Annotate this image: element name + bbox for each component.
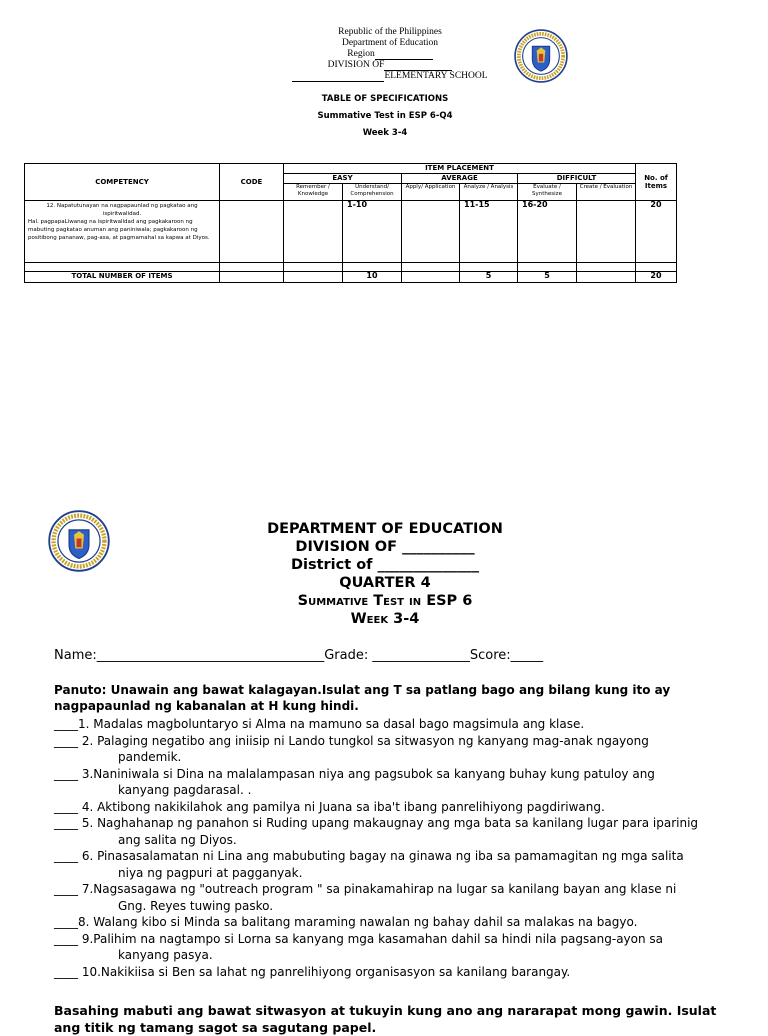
region-line: Region [280,49,500,60]
list-item: ____ 2. Palaging negatibo ang iniisip ni Lando tungkol sa sitwasyon ng kanyang mag-anak ngayong pandemik. [54,733,649,764]
toc-subtitle: Summative Test in ESP 6-Q4 [317,111,453,121]
list-item: ____ 6. Pinasasalamatan ni Lina ang mabubuting bagay na ginawa ng iba sa pamamagitan ng mga salita niya ng pagpuri at pagganyak. [54,849,684,880]
level-remember: Remember / Knowledge [284,184,343,201]
competency-header: COMPETENCY [25,164,220,201]
page1-header [280,27,500,82]
total-analyze: 5 [460,272,518,283]
district-title: District of ______________ [290,557,480,573]
table-row-empty [25,263,677,272]
week-title: Week 3-4 [350,611,420,627]
items-total-cell: 20 [636,201,677,263]
list-item: ____ 7.Nagsasagawa ng "outreach program " sa pinakamahirap na lugar sa kanilang bayan ang klase ni Gng. Reyes tuwing pasko. [54,882,677,913]
code-header: CODE [220,164,284,201]
code-cell [220,201,284,263]
total-understand: 10 [343,272,402,283]
question-list [54,716,724,980]
evaluate-cell: 16-20 [518,201,577,263]
level-evaluate: Evaluate / Synthesize [518,184,577,201]
deped-seal-icon [514,29,568,83]
division-title: DIVISION OF __________ [295,539,475,555]
section2-instructions: Basahing mabuti ang bawat sitwasyon at tukuyin kung ano ang nararapat mong gawin. Isulat ang titik ng tamang sagot sa sagutang papel. [54,1003,717,1035]
department-line: Department of Education [341,38,439,48]
item-placement-header: ITEM PLACEMENT [284,164,636,174]
total-evaluate: 5 [518,272,577,283]
create-cell [577,201,636,263]
toc-titles [230,92,540,143]
easy-header: EASY [284,174,402,184]
page2-header [230,520,540,628]
apply-cell [402,201,460,263]
test-title: Summative Test in ESP 6 [297,593,473,609]
analyze-cell: 11-15 [460,201,518,263]
list-item: ____8. Walang kibo si Minda sa balitang maraming nawalan ng bahay dahil sa malakas na bagyo. [54,915,638,929]
department-title: DEPARTMENT OF EDUCATION [267,521,503,537]
quarter-title: QUARTER 4 [339,575,431,591]
total-row [25,272,677,283]
no-items-header: No. of Items [636,164,677,201]
competency-cell: 12. Napatutunayan na nagpapaunlad ng pagkatao ang ispiritwalidad. Hal. pagpapaLiwanag na ispiritwalidad ang pagkakaroon ng mabuting pagkatao anuman ang paniniwala; pagkakaroon ng positibong pananaw, pag-asa, at pagmamahal sa kapwa at Diyos. [25,201,220,263]
list-item: ____ 5. Naghahanap ng panahon si Ruding upang makaugnay ang mga bata sa kanilang lugar para iparinig ang salita ng Diyos. [54,816,699,847]
total-items: 20 [636,272,677,283]
school-blank [292,81,384,82]
difficult-header: DIFFICULT [518,174,636,184]
toc-week: Week 3-4 [362,128,408,138]
table-row [25,201,677,263]
list-item: ____ 9.Palihim na nagtampo si Lorna sa kanyang mga kasamahan dahil sa hindi nila pagsang-ayon sa kanyang pasya. [54,931,664,962]
list-item: ____ 3.Naniniwala si Dina na malalampasan niya ang pagsubok sa kanyang buhay kung patuloy ang kanyang pagdarasal. . [54,766,655,797]
level-understand: Understand/ Comprehension [343,184,402,201]
level-analyze: Analyze / Analysis [460,184,518,201]
division-line: DIVISION OF [280,60,500,71]
list-item: ____ 4. Aktibong nakikilahok ang pamilya ni Juana sa iba't ibang panrelihiyong pagdiriwang. [54,799,605,814]
instructions: Panuto: Unawain ang bawat kalagayan.Isulat ang T sa patlang bago ang bilang kung ito ay nagpapaunlad ng kabanalan at H kung hindi. [54,683,671,713]
list-item: ____1. Madalas magboluntaryo si Alma na mamuno sa dasal bago magsimula ang klase. [54,717,585,731]
deped-seal-icon [48,510,110,572]
toc-title: TABLE OF SPECIFICATIONS [321,94,449,104]
republic-line: Republic of the Philippines [338,27,442,37]
understand-cell: 1-10 [343,201,402,263]
average-header: AVERAGE [402,174,518,184]
level-create: Create / Evaluation [577,184,636,201]
total-label: TOTAL NUMBER OF ITEMS [25,272,220,283]
name-grade-score-line: Name:___________________________________Grade: _______________Score:_____ [54,648,544,663]
level-apply: Apply/ Application [402,184,460,201]
specification-table [24,163,677,283]
list-item: ____ 10.Nakikiisa si Ben sa lahat ng panrelihiyong organisasyon sa kanilang barangay. [54,964,571,979]
school-line: ELEMENTARY SCHOOL [280,71,500,82]
remember-cell [284,201,343,263]
